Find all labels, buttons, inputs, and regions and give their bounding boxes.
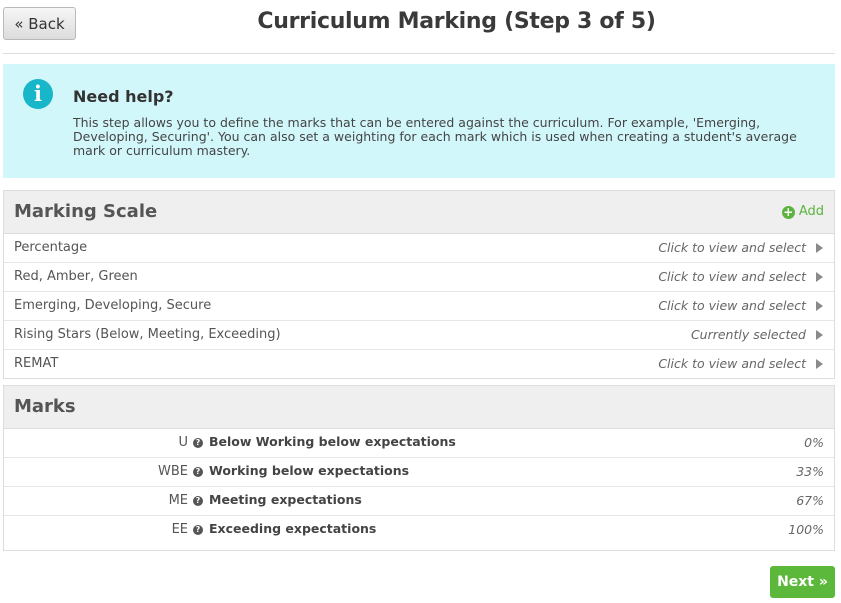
- marking-scale-title: Marking Scale: [14, 201, 158, 222]
- page-header: [0, 0, 841, 54]
- mark-description: Below Working below expectations: [209, 434, 456, 449]
- scale-row-percentage[interactable]: [4, 234, 834, 262]
- question-icon[interactable]: ?: [193, 496, 203, 506]
- caret-right-icon: [816, 272, 823, 282]
- scale-action: Click to view and select: [658, 298, 806, 313]
- marking-scale-header: [4, 191, 834, 234]
- mark-code: U: [178, 435, 188, 450]
- mark-row: [4, 515, 834, 544]
- plus-circle-icon: +: [783, 205, 794, 219]
- marks-title: Marks: [14, 396, 76, 417]
- scale-name: Red, Amber, Green: [14, 269, 138, 284]
- question-icon[interactable]: ?: [193, 525, 203, 535]
- scale-name: Emerging, Developing, Secure: [14, 298, 212, 313]
- mark-weight: 0%: [804, 435, 824, 450]
- marking-scale-panel: [3, 190, 835, 379]
- scale-name: Percentage: [14, 240, 88, 255]
- caret-right-icon: [816, 359, 823, 369]
- marks-list: [4, 429, 834, 544]
- caret-right-icon: [816, 243, 823, 253]
- mark-weight: 67%: [796, 493, 824, 508]
- mark-code: WBE: [158, 464, 188, 479]
- page-title: Curriculum Marking (Step 3 of 5): [257, 9, 656, 34]
- marks-panel: [3, 385, 835, 551]
- scale-name: Rising Stars (Below, Meeting, Exceeding): [14, 327, 281, 342]
- help-box: [3, 64, 835, 178]
- mark-code: ME: [168, 493, 188, 508]
- mark-row: [4, 486, 834, 515]
- scale-action: Click to view and select: [658, 269, 806, 284]
- info-icon: i: [23, 79, 53, 109]
- caret-right-icon: [816, 301, 823, 311]
- scale-action: Click to view and select: [658, 240, 806, 255]
- mark-weight: 100%: [788, 522, 824, 537]
- help-title: Need help?: [73, 87, 174, 106]
- mark-description: Meeting expectations: [209, 492, 362, 507]
- help-text: This step allows you to define the marks that can be entered against the curriculum. For example, 'Emerging, Developing, Securing'. You can also set a weighting for each mark which is used when creating a student's average mark or curriculum mastery.: [73, 115, 797, 158]
- add-label: Add: [798, 204, 824, 219]
- question-icon[interactable]: ?: [193, 467, 203, 477]
- scale-name: REMAT: [14, 356, 59, 371]
- mark-weight: 33%: [796, 464, 824, 479]
- scale-action: Click to view and select: [658, 356, 806, 371]
- header-divider: [3, 53, 835, 54]
- marking-scale-list: [4, 234, 834, 378]
- next-button[interactable]: Next »: [770, 566, 835, 598]
- marks-header: [4, 386, 834, 429]
- back-button[interactable]: « Back: [3, 7, 76, 40]
- scale-row-rising-stars[interactable]: [4, 320, 834, 349]
- mark-row: [4, 429, 834, 457]
- scale-row-remat[interactable]: [4, 349, 834, 378]
- scale-row-rag[interactable]: [4, 262, 834, 291]
- question-icon[interactable]: ?: [193, 438, 203, 448]
- mark-description: Exceeding expectations: [209, 521, 377, 536]
- mark-row: [4, 457, 834, 486]
- add-scale-button[interactable]: [782, 204, 824, 219]
- scale-action: Currently selected: [690, 327, 806, 342]
- mark-description: Working below expectations: [209, 463, 410, 478]
- mark-code: EE: [171, 522, 188, 537]
- caret-right-icon: [816, 330, 823, 340]
- scale-row-emerging[interactable]: [4, 291, 834, 320]
